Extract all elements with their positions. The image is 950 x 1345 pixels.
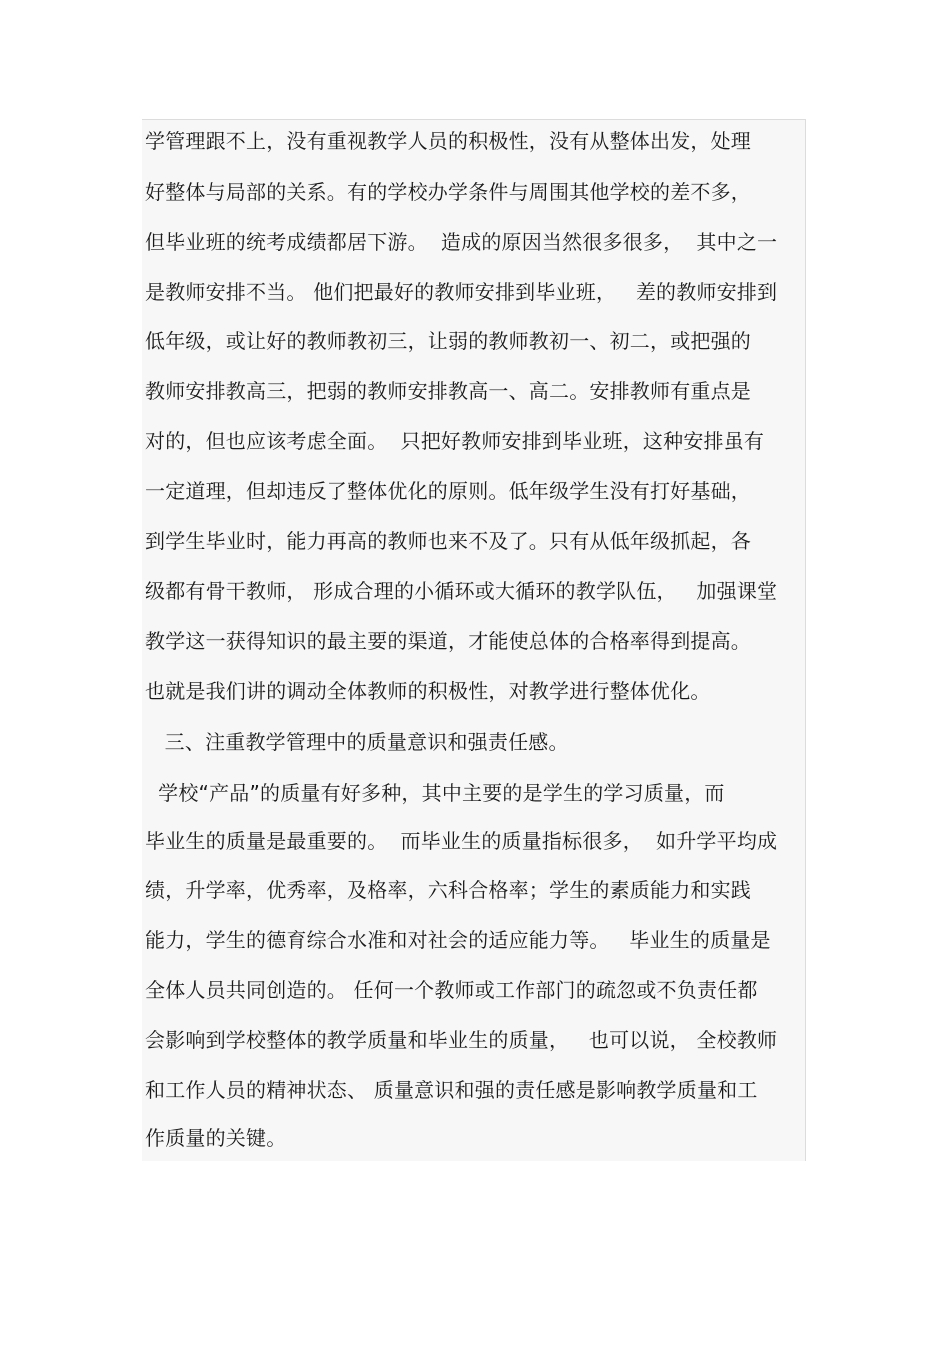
text-line: 全体人员共同创造的。 任何一个教师或工作部门的疏忽或不负责任都 [145,978,758,1002]
text-line: 也就是我们讲的调动全体教师的积极性，对教学进行整体优化。 [145,679,711,703]
text-line: 能力，学生的德育综合水准和对社会的适应能力等。 毕业生的质量是 [145,928,771,952]
text-line: 级都有骨干教师， 形成合理的小循环或大循环的教学队伍， 加强课堂 [145,579,778,603]
text-line: 一定道理，但却违反了整体优化的原则。低年级学生没有打好基础， [145,479,751,503]
text-line: 毕业生的质量是最重要的。 而毕业生的质量指标很多， 如升学平均成 [145,829,778,853]
text-line: 是教师安排不当。 他们把最好的教师安排到毕业班， 差的教师安排到 [145,280,778,304]
text-line: 教师安排教高三，把弱的教师安排教高一、高二。安排教师有重点是 [145,379,751,403]
text-line: 好整体与局部的关系。有的学校办学条件与周围其他学校的差不多， [145,180,751,204]
text-line: 学管理跟不上，没有重视教学人员的积极性，没有从整体出发，处理 [145,129,751,153]
section-heading: 三、注重教学管理中的质量意识和强责任感。 [145,730,569,754]
text-line: 会影响到学校整体的教学质量和毕业生的质量， 也可以说， 全校教师 [145,1028,778,1052]
text-line: 和工作人员的精神状态、 质量意识和强的责任感是影响教学质量和工 [145,1078,758,1102]
text-line: 低年级，或让好的教师教初三，让弱的教师教初一、初二，或把强的 [145,329,751,353]
text-line: 绩，升学率，优秀率，及格率，六科合格率；学生的素质能力和实践 [145,878,751,902]
text-line: 教学这一获得知识的最主要的渠道，才能使总体的合格率得到提高。 [145,629,751,653]
text-line: 作质量的关键。 [145,1126,287,1150]
text-line: 但毕业班的统考成绩都居下游。 造成的原因当然很多很多， 其中之一 [145,230,778,254]
text-line: 到学生毕业时，能力再高的教师也来不及了。只有从低年级抓起，各 [145,529,751,553]
text-line: 学校“产品”的质量有好多种，其中主要的是学生的学习质量，而 [145,781,725,805]
text-line: 对的，但也应该考虑全面。 只把好教师安排到毕业班，这种安排虽有 [145,429,765,453]
